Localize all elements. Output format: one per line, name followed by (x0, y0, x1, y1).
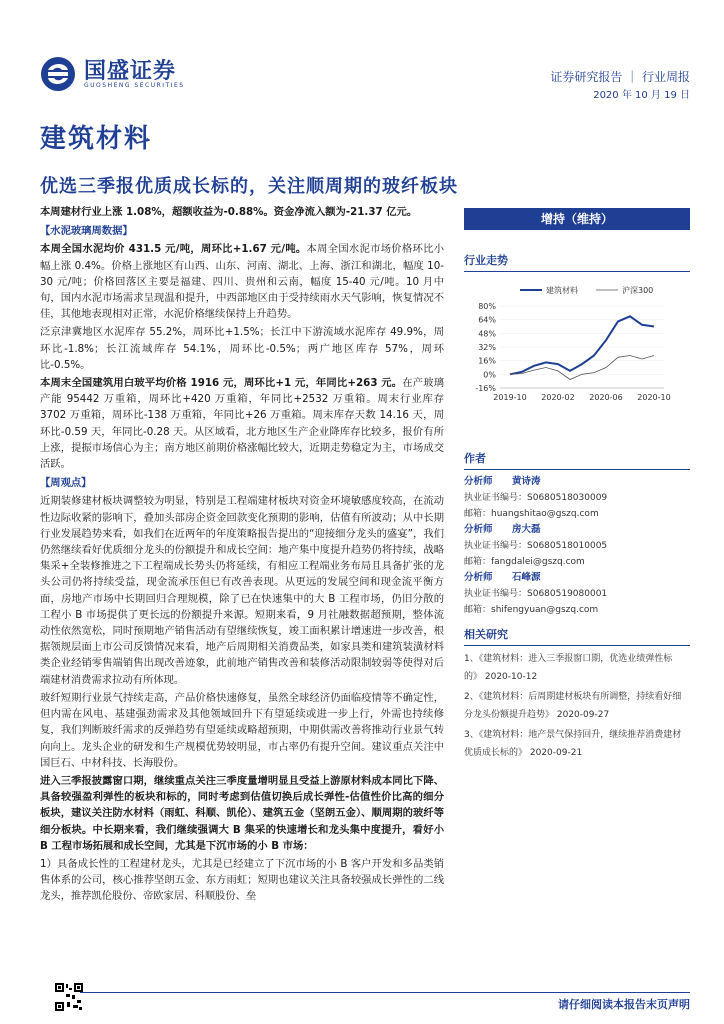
glass-lead: 本周末全国建筑用白玻平均价格 1916 元，周环比+1 元，年同比+263 元。 (40, 377, 403, 390)
view-paragraph-2: 玻纤短期行业景气持续走高，产品价格快速修复，虽然全球经济仍面临疫情等不确定性，但内需在风电、基建强劲需求及其他领域回升下有望延续或进一步上行，外需也持续修复，我们判断玻纤需求的反弹趋势有望延续或略超预期，中期供需改善将推动行业景气转向向上。龙头企业的研发和生产规模优势较明显，市占率仍有提升空间。建议重点关注中国巨石、中材科技、长海股份。 (40, 691, 444, 769)
x-tick-label: 2020-10 (637, 393, 671, 402)
sector-title: 建筑材料 (40, 124, 153, 154)
x-tick-label: 2020-06 (589, 393, 623, 402)
report-date: 2020 年 10 月 19 日 (593, 90, 690, 101)
cement-paragraph (40, 241, 444, 322)
rating-badge: 增持（维持） (464, 208, 690, 230)
author-row (464, 570, 690, 586)
trend-heading: 行业走势 (464, 252, 690, 272)
view-paragraph-4: 1）具备成长性的工程建材龙头，尤其是已经建立了下沉市场的小 B 客户开发和多品类销售体系的公司，核心推荐坚朗五金、东方雨虹；短期也建议关注具备较强成长弹性的二线龙头，推荐凯伦股份、帝欧家居、科顺股份、垒 (40, 857, 444, 903)
cement-body: 本周全国水泥市场价格环比小幅上涨 0.4%。价格上涨地区有山西、山东、河南、湖北、上海、浙江和湖北，幅度 10-30 元/吨；价格回落区主要是福建、四川、贵州和云南，幅度 15-40 元/吨。10 月中旬，国内水泥市场需求呈现温和提升，中西部地区由于受持续雨水天气影响，恢复情况不佳，其他地表现相对正常，水泥价格继续保持上升趋势。 (40, 243, 444, 321)
author-role: 分析师 (464, 572, 493, 583)
view-paragraph-1: 近期装修建材板块调整较为明显，特别是工程端建材板块对资金环境敏感度较高，在流动性边际收紧的影响下，叠加头部房企资金回款变化预期的影响，估值有所波动；从中长期行业发展趋势来看，如我们在近两年的年度策略报告提出的“迎接细分龙头的盛宴”，我们仍然继续看好优质细分龙头的份额提升和成长空间：地产集中度提升趋势仍将持续，战略集采+全装修推进之下工程端成长势头仍将延续，有相应工程端业务布局且具备扩张的龙头公司仍将持续受益，现金流承压但已有改善表现。从更远的发展空间和现金流平衡方面，房地产市场中长期回归合理规模，除了已在快速集中的大 B 工程市场，仍旧分散的工程小 B 市场提供了更长远的份额提升来源。短期来看，9 月社融数据超预期，整体流动性依然宽松，同时预期地产销售活动有望继续恢复，竣工面积累计增速进一步改善，根据领规层面上市公司反馈情况来看，地产后周期相关消费品类，如家具类和建筑装潢材料类企业经销零售端销售出现改善迹象，此前地产销售改善和装修活动限制较弱等使得对后端建材消费需求拉动有所体现。 (40, 495, 444, 686)
author-license: 执业证书编号：S0680518010005 (464, 541, 608, 551)
industry-trend-chart (464, 276, 690, 406)
author-name: 房大磊 (512, 524, 541, 535)
footer-rule (80, 992, 690, 993)
inventory-paragraph: 泛京津冀地区水泥库存 55.2%，周环比+1.5%；长江中下游流域水泥库存 49.9%，周环比-1.8%；长江流域库存 54.1%，周环比-0.5%；两广地区库存 57%，周环比-0.5%。 (40, 326, 444, 371)
author-name: 黄诗涛 (512, 476, 541, 487)
author-role: 分析师 (464, 476, 493, 487)
logo-text: 国盛证券 (84, 59, 177, 84)
report-type: 证券研究报告 ｜ 行业周报 (550, 70, 690, 84)
author-email[interactable]: 邮箱：fangdalei@gszq.com (464, 557, 585, 567)
page-footer (40, 982, 690, 1014)
x-tick-label: 2019-10 (493, 393, 527, 402)
y-tick-label: 0% (483, 370, 496, 380)
legend-label: 沪深300 (622, 286, 654, 295)
related-list (464, 650, 690, 762)
author-license: 执业证书编号：S0680518030009 (464, 493, 608, 503)
logo-english: GUOSHENG SECURITIES (84, 82, 185, 89)
main-body (40, 204, 444, 907)
series-line (510, 316, 654, 374)
intro-summary: 本周建材行业上涨 1.08%，超额收益为-0.88%。资金净流入额为-21.37 亿元。 (40, 206, 418, 218)
guosheng-logo-icon (40, 56, 76, 92)
author-role: 分析师 (464, 524, 493, 535)
author-row (464, 522, 690, 538)
view-paragraph-3: 进入三季报披露窗口期，继续重点关注三季度量增明显且受益上游原材料成本同比下降、具备较强盈利弹性的板块和标的，同时考虑到估值切换后成长弹性-估值性价比高的细分板块，建议关注防水材料（雨虹、科顺、凯伦）、建筑五金（坚朗五金）、顺周期的玻纤等细分板块。中长期来看，我们继续强调大 B 集采的快速增长和龙头集中度提升，看好小 B 工程市场拓展和成长空间，尤其是下沉市场的小 B 市场： (40, 774, 444, 852)
related-item[interactable]: 3、《建筑材料：地产景气保持回升，继续推荐消费建材优质成长标的》 2020-09-21 (464, 730, 682, 758)
cement-lead: 本周全国水泥均价 431.5 元/吨，周环比+1.67 元/吨。 (40, 243, 307, 256)
y-tick-label: -16% (475, 384, 496, 393)
author-list (464, 474, 690, 618)
section-tag-cement-glass: 【水泥玻璃周数据】 (40, 225, 133, 238)
legend-label: 建筑材料 (546, 286, 578, 295)
sidebar (464, 204, 690, 764)
glass-paragraph (40, 375, 444, 472)
author-row (464, 474, 690, 490)
author-license: 执业证书编号：S0680519080001 (464, 589, 608, 599)
glass-body: 在产玻璃产能 95442 万重箱，周环比+420 万重箱，年同比+2532 万重箱。周末行业库存 3702 万重箱，周环比-138 万重箱，年同比+26 万重箱。周末库存天数 14.16 天，周环比-0.59 天，年同比-0.28 天。从区域看，北方地区生产企业降库存比较多，报价有所上涨，提振市场信心为主；南方地区前期价格涨幅比较大，近期走势稳定为主，市场成交活跃。 (40, 377, 444, 471)
page-title: 优选三季报优质成长标的，关注顺周期的玻纤板块 (40, 176, 458, 197)
author-email[interactable]: 邮箱：shifengyuan@gszq.com (464, 605, 599, 615)
y-tick-label: 64% (478, 315, 496, 325)
author-heading: 作者 (464, 450, 690, 470)
related-heading: 相关研究 (464, 626, 690, 646)
qr-code-icon (54, 982, 84, 1012)
y-tick-label: 32% (478, 343, 496, 352)
report-header (40, 52, 690, 102)
author-name: 石峰源 (512, 572, 541, 583)
related-item[interactable]: 1、《建筑材料：进入三季报窗口期，优选业绩弹性标的》 2020-10-12 (464, 654, 673, 682)
x-tick-label: 2020-02 (541, 393, 575, 402)
y-tick-label: 16% (478, 356, 496, 366)
y-tick-label: 48% (478, 329, 496, 339)
related-item[interactable]: 2、《建筑材料：后周期建材板块有所调整，持续看好细分龙头份额提升趋势》 2020-09-27 (464, 692, 682, 720)
y-tick-label: 80% (478, 302, 496, 311)
section-tag-weekly-view: 【周观点】 (40, 477, 92, 490)
author-email[interactable]: 邮箱：huangshitao@gszq.com (464, 509, 599, 519)
footer-disclaimer: 请仔细阅读本报告末页声明 (558, 998, 690, 1011)
